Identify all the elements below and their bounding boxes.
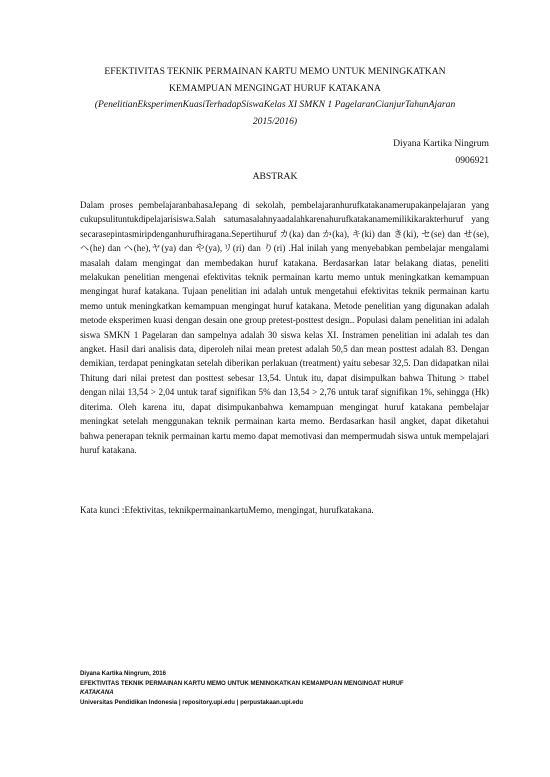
title-line-2: KEMAMPUAN MENGINGAT HURUF KATAKANA xyxy=(169,82,381,94)
paper-title xyxy=(60,64,490,130)
abstract-text: Dalam proses pembelajaranbahasaJepang di sekolah, pembelajaranhurufkatakanamerupakanpelajaran yang cukupsulituntukdipelajarisiswa.Salah satumasalahnyaadalahkarenahurufkatakanamemilikikarakterhuruf yang secarasepintasmiripdenganhurufhiragana.Sepertihuruf カ(ka) dan か(ka), キ(ki) dan き(ki), セ(se) dan せ(se), ヘ(he) dan へ(he),ヤ(ya) dan や(ya),リ(ri) dan り(ri) .Hal inilah yang menyebabkan pembelajar mengalami masalah dalam mengingat dan membedakan huruf katakana. Berdasarkan latar belakang diatas, peneliti melakukan penelitian mengenai efektivitas teknik permainan kartu memo untuk meningkatkan kemampuan mengingat huraf katakana. Tujaan penelitian ini adalah untuk mengetahui efektivitas teknik permainan kartu memo untuk meningkatkan kemampuan mengingat huruf katakana. Metode penelitian yang digunakan adalah metode eksperimen kuasi dengan desain one group pretest-posttest design.. Populasi dalam penelitian ini adalah siswa SMKN 1 Pagelaran dan sampelnya adalah 30 siswa kelas XI. Instramen penelitian ini adalah tes dan angket. Hasil dari analisis data, diperoleh nilai mean pretest adalah 50,5 dan mean posttest adalah 83. Dengan demikian, terdapat peningkatan setelah diberikan perlakuan (treatment) yaitu sebesar 32,5. Dan didapatkan nilai Thitung dari nilai pretest dan posttest sebesar 13,54. Untuk itu, dapat disimpulkan bahwa Thitung > ttabel dengan nilai 13,54 > 2,04 untuk taraf signifikan 5% dan 13,54 > 2,76 untuk taraf signifikan 1%, sehingga (Hk) diterima. Oleh karena itu, dapat disimpukanbahwa kemampuan mengingat huruf katakana pembelajar meningkat setelah menggunakan teknik permainan karta memo. Berdasarkan hasil angket, dapat diketahui bahwa penerapan teknik permainan kartu memo dapat memotivasi dan mempermudah siswa untuk mempelajari huruf katakana. xyxy=(80,200,489,455)
footer-title-cont: KATAKANA xyxy=(80,689,114,697)
abstract-body xyxy=(80,198,489,457)
footer-author: Diyana Kartika Ningrum, 2016 xyxy=(80,670,167,677)
page-footer xyxy=(80,669,500,707)
title-line-3: (PenelitianEksperimenKuasiTerhadapSiswaKelas XI SMKN 1 PagelaranCianjurTahunAjaran xyxy=(94,99,456,110)
footer-title: EFEKTIVITAS TEKNIK PERMAINAN KARTU MEMO UNTUK MENINGKATKAN KEMAMPUAN MENGINGAT HURUF xyxy=(80,679,404,687)
abstract-heading: ABSTRAK xyxy=(252,171,298,182)
footer-university: Universitas Pendidikan Indonesia | repository.upi.edu | perpustakaan.upi.edu xyxy=(80,698,304,706)
author-id: 0906921 xyxy=(455,155,489,166)
keywords: Kata kunci :Efektivitas, teknikpermainankartuMemo, mengingat, hurufkatakana. xyxy=(80,505,374,515)
title-line-1: EFEKTIVITAS TEKNIK PERMAINAN KARTU MEMO UNTUK MENINGKATKAN xyxy=(104,66,446,77)
author-name: Diyana Kartika Ningrum xyxy=(393,138,489,149)
title-line-4: 2015/2016) xyxy=(252,115,298,127)
